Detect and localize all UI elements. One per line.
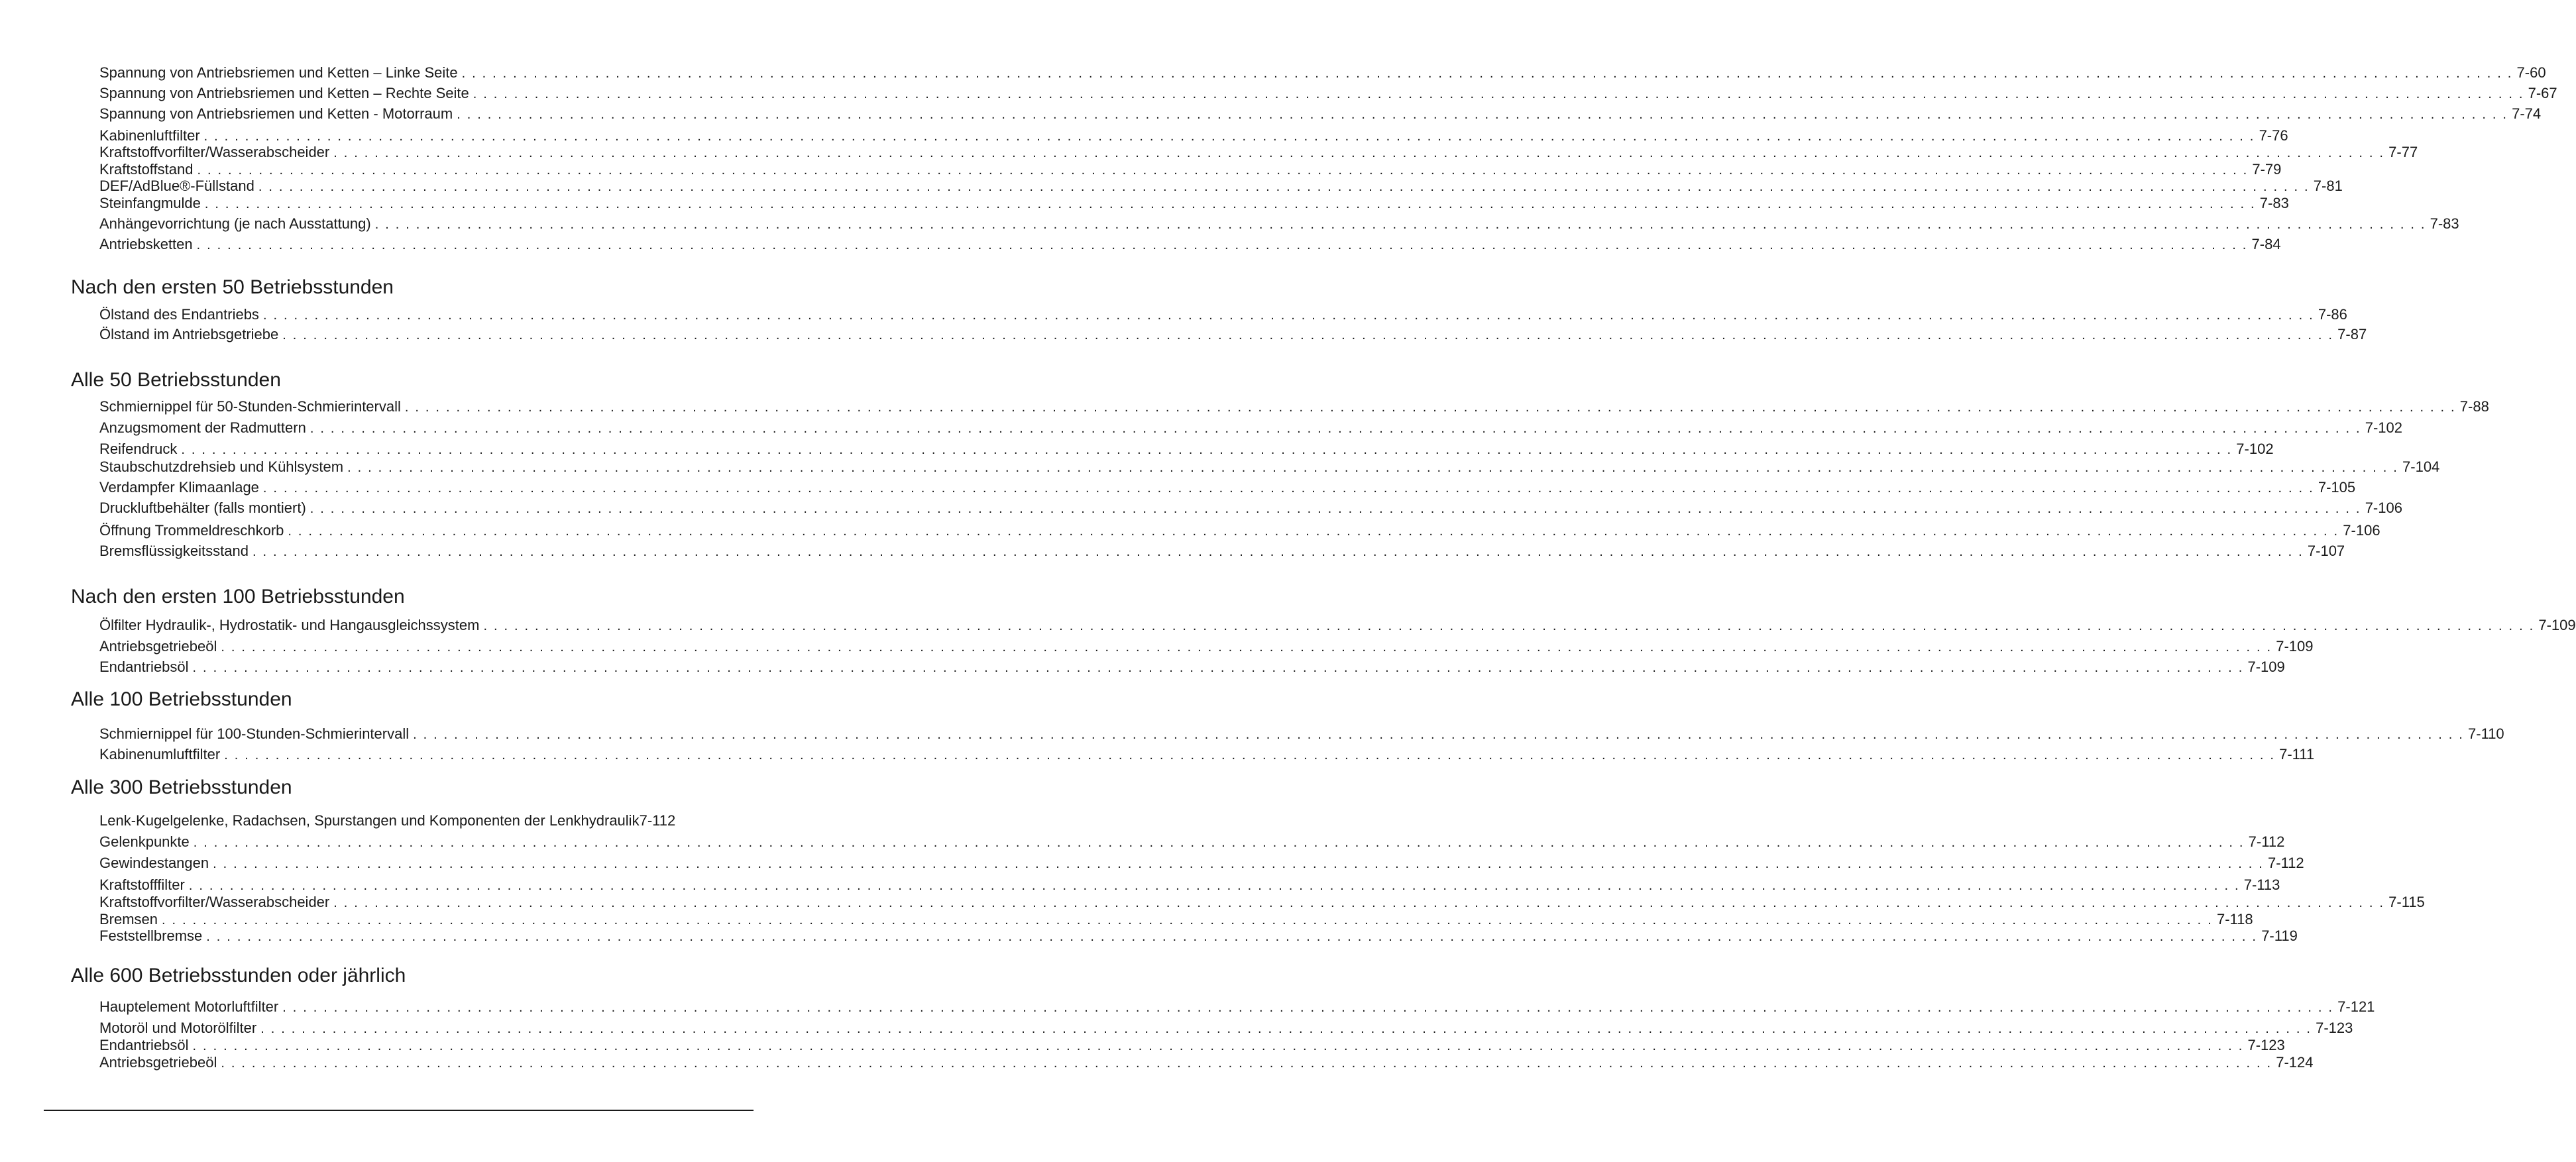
toc-entry-page: 7-111: [2279, 746, 2315, 763]
toc-entry-title: Bremsflüssigkeitsstand: [99, 543, 249, 559]
toc-entry[interactable]: [99, 638, 2314, 656]
toc-entry-title: Bremsen: [99, 911, 158, 927]
toc-entry-page: 7-86: [2318, 306, 2347, 323]
footer-rule: [44, 1110, 754, 1111]
toc-entry-title: Endantriebsöl: [99, 659, 189, 675]
toc-entry[interactable]: [99, 215, 2459, 233]
toc-entry-title: Lenk-Kugelgelenke, Radachsen, Spurstangen und Komponenten der Lenkhydraulik: [99, 812, 640, 829]
toc-entry-title: Schmiernippel für 100-Stunden-Schmierintervall: [99, 725, 410, 742]
toc-entry[interactable]: [99, 398, 2489, 416]
toc-entry-page: 7-123: [2247, 1037, 2285, 1053]
toc-entry-title: DEF/AdBlue®-Füllstand: [99, 178, 254, 194]
toc-entry[interactable]: [99, 479, 2356, 497]
dot-leader: . . . . . . . . . . . . . . . . . . . . . . . . . . . . . . . . . . . . . . . . . . . . . . . . . . . . . . . . . . . . . . . . . . . . . . . . . . . . . . . . . . . . . . . . . . . . . . . . . . . . . . . . . . . . . . . . . . . . . . . . . . . . . . . . . . . . . . . . . . . . . . . . . . . . . . . . . . . . . . . . . . . . . . . . . . . . . . . . . . . . . . . . . . . . . . . . . . . . . . . .: [461, 66, 2513, 81]
toc-entry-page: 7-87: [2337, 326, 2367, 343]
dot-leader: . . . . . . . . . . . . . . . . . . . . . . . . . . . . . . . . . . . . . . . . . . . . . . . . . . . . . . . . . . . . . . . . . . . . . . . . . . . . . . . . . . . . . . . . . . . . . . . . . . . . . . . . . . . . . . . . . . . . . . . . . . . . . . . . . . . . . . . . . . . . . . . . . . . . . . . . . . . . . . . . . . . . . . . . . . . . . . . . . . . . . . . . . . . . . . . . . . . . . . . .: [404, 400, 2456, 415]
dot-leader: . . . . . . . . . . . . . . . . . . . . . . . . . . . . . . . . . . . . . . . . . . . . . . . . . . . . . . . . . . . . . . . . . . . . . . . . . . . . . . . . . . . . . . . . . . . . . . . . . . . . . . . . . . . . . . . . . . . . . . . . . . . . . . . . . . . . . . . . . . . . . . . . . . . . . . . . . . . . . . . . . . . . . . . . . . . . . . . . . . . . . . . . . . . . . . . . . . . . . . . .: [221, 1056, 2272, 1071]
toc-entry[interactable]: [99, 543, 2345, 560]
dot-leader: . . . . . . . . . . . . . . . . . . . . . . . . . . . . . . . . . . . . . . . . . . . . . . . . . . . . . . . . . . . . . . . . . . . . . . . . . . . . . . . . . . . . . . . . . . . . . . . . . . . . . . . . . . . . . . . . . . . . . . . . . . . . . . . . . . . . . . . . . . . . . . . . . . . . . . . . . . . . . . . . . . . . . . . . . . . . . . . . . . . . . . . . . . . . . . . . . . . . . . . .: [374, 217, 2426, 232]
dot-leader: . . . . . . . . . . . . . . . . . . . . . . . . . . . . . . . . . . . . . . . . . . . . . . . . . . . . . . . . . . . . . . . . . . . . . . . . . . . . . . . . . . . . . . . . . . . . . . . . . . . . . . . . . . . . . . . . . . . . . . . . . . . . . . . . . . . . . . . . . . . . . . . . . . . . . . . . . . . . . . . . . . . . . . . . . . . . . . . . . . . . . . . . . . . . . . . . . . . . . . . .: [347, 460, 2399, 475]
toc-entry-page: 7-105: [2318, 479, 2356, 496]
toc-entry-page: 7-106: [2365, 500, 2402, 516]
dot-leader: . . . . . . . . . . . . . . . . . . . . . . . . . . . . . . . . . . . . . . . . . . . . . . . . . . . . . . . . . . . . . . . . . . . . . . . . . . . . . . . . . . . . . . . . . . . . . . . . . . . . . . . . . . . . . . . . . . . . . . . . . . . . . . . . . . . . . . . . . . . . . . . . . . . . . . . . . . . . . . . . . . . . . . . . . . . . . . . . . . . . . . . . . . . . . . . . . . . . . . . .: [457, 107, 2508, 122]
dot-leader: . . . . . . . . . . . . . . . . . . . . . . . . . . . . . . . . . . . . . . . . . . . . . . . . . . . . . . . . . . . . . . . . . . . . . . . . . . . . . . . . . . . . . . . . . . . . . . . . . . . . . . . . . . . . . . . . . . . . . . . . . . . . . . . . . . . . . . . . . . . . . . . . . . . . . . . . . . . . . . . . . . . . . . . . . . . . . . . . . . . . . . . . . . . . . . . . . . . . . . . .: [213, 857, 2265, 871]
toc-entry-page: 7-76: [2259, 127, 2288, 144]
dot-leader: . . . . . . . . . . . . . . . . . . . . . . . . . . . . . . . . . . . . . . . . . . . . . . . . . . . . . . . . . . . . . . . . . . . . . . . . . . . . . . . . . . . . . . . . . . . . . . . . . . . . . . . . . . . . . . . . . . . . . . . . . . . . . . . . . . . . . . . . . . . . . . . . . . . . . . . . . . . . . . . . . . . . . . . . . . . . . . . . . . . . . . . . . . . . . . . . . . . . . . . .: [192, 660, 2244, 675]
toc-entry[interactable]: [99, 1020, 2353, 1037]
toc-entry-title: Endantriebsöl: [99, 1037, 189, 1053]
dot-leader: . . . . . . . . . . . . . . . . . . . . . . . . . . . . . . . . . . . . . . . . . . . . . . . . . . . . . . . . . . . . . . . . . . . . . . . . . . . . . . . . . . . . . . . . . . . . . . . . . . . . . . . . . . . . . . . . . . . . . . . . . . . . . . . . . . . . . . . . . . . . . . . . . . . . . . . . . . . . . . . . . . . . . . . . . . . . . . . . . . . . . . . . . . . . . . . . . . . . . . . .: [258, 180, 2310, 194]
toc-entry-title: Ölfilter Hydraulik-, Hydrostatik- und Hangausgleichssystem: [99, 617, 480, 633]
toc-entry[interactable]: [99, 419, 2403, 437]
section-heading: Nach den ersten 100 Betriebsstunden: [71, 586, 405, 607]
toc-entry-title: Anhängevorrichtung (je nach Ausstattung): [99, 215, 371, 232]
toc-entry-title: Spannung von Antriebsriemen und Ketten – Linke Seite: [99, 64, 458, 81]
toc-entry-page: 7-124: [2276, 1054, 2314, 1071]
toc-entry-title: Motoröl und Motorölfilter: [99, 1020, 257, 1036]
dot-leader: . . . . . . . . . . . . . . . . . . . . . . . . . . . . . . . . . . . . . . . . . . . . . . . . . . . . . . . . . . . . . . . . . . . . . . . . . . . . . . . . . . . . . . . . . . . . . . . . . . . . . . . . . . . . . . . . . . . . . . . . . . . . . . . . . . . . . . . . . . . . . . . . . . . . . . . . . . . . . . . . . . . . . . . . . . . . . . . . . . . . . . . . . . . . . . . . . . . . . . . .: [413, 727, 2465, 742]
toc-entry-title: Anzugsmoment der Radmuttern: [99, 419, 306, 436]
toc-entry-page: 7-83: [2259, 195, 2289, 211]
dot-leader: . . . . . . . . . . . . . . . . . . . . . . . . . . . . . . . . . . . . . . . . . . . . . . . . . . . . . . . . . . . . . . . . . . . . . . . . . . . . . . . . . . . . . . . . . . . . . . . . . . . . . . . . . . . . . . . . . . . . . . . . . . . . . . . . . . . . . . . . . . . . . . . . . . . . . . . . . . . . . . . . . . . . . . . . . . . . . . . . . . . . . . . . . . . . . . . . . . . . . . . .: [203, 129, 2255, 144]
toc-entry-title: Antriebsketten: [99, 236, 193, 252]
toc-entry-title: Schmiernippel für 50-Stunden-Schmierintervall: [99, 398, 401, 415]
section-heading: Alle 50 Betriebsstunden: [71, 369, 281, 391]
toc-entry-page: 7-102: [2236, 441, 2274, 457]
dot-leader: . . . . . . . . . . . . . . . . . . . . . . . . . . . . . . . . . . . . . . . . . . . . . . . . . . . . . . . . . . . . . . . . . . . . . . . . . . . . . . . . . . . . . . . . . . . . . . . . . . . . . . . . . . . . . . . . . . . . . . . . . . . . . . . . . . . . . . . . . . . . . . . . . . . . . . . . . . . . . . . . . . . . . . . . . . . . . . . . . . . . . . . . . . . . . . . . . . . . . . . .: [288, 524, 2339, 539]
dot-leader: . . . . . . . . . . . . . . . . . . . . . . . . . . . . . . . . . . . . . . . . . . . . . . . . . . . . . . . . . . . . . . . . . . . . . . . . . . . . . . . . . . . . . . . . . . . . . . . . . . . . . . . . . . . . . . . . . . . . . . . . . . . . . . . . . . . . . . . . . . . . . . . . . . . . . . . . . . . . . . . . . . . . . . . . . . . . . . . . . . . . . . . . . . . . . . . . . . . . . . . .: [204, 197, 2256, 211]
toc-entry[interactable]: [99, 195, 2289, 213]
toc-entry-page: 7-112: [2268, 855, 2304, 871]
dot-leader: . . . . . . . . . . . . . . . . . . . . . . . . . . . . . . . . . . . . . . . . . . . . . . . . . . . . . . . . . . . . . . . . . . . . . . . . . . . . . . . . . . . . . . . . . . . . . . . . . . . . . . . . . . . . . . . . . . . . . . . . . . . . . . . . . . . . . . . . . . . . . . . . . . . . . . . . . . . . . . . . . . . . . . . . . . . . . . . . . . . . . . . . . . . . . . . . . . . . . . . .: [262, 308, 2314, 323]
dot-leader: . . . . . . . . . . . . . . . . . . . . . . . . . . . . . . . . . . . . . . . . . . . . . . . . . . . . . . . . . . . . . . . . . . . . . . . . . . . . . . . . . . . . . . . . . . . . . . . . . . . . . . . . . . . . . . . . . . . . . . . . . . . . . . . . . . . . . . . . . . . . . . . . . . . . . . . . . . . . . . . . . . . . . . . . . . . . . . . . . . . . . . . . . . . . . . . . . . . . . . . .: [333, 896, 2385, 910]
dot-leader: . . . . . . . . . . . . . . . . . . . . . . . . . . . . . . . . . . . . . . . . . . . . . . . . . . . . . . . . . . . . . . . . . . . . . . . . . . . . . . . . . . . . . . . . . . . . . . . . . . . . . . . . . . . . . . . . . . . . . . . . . . . . . . . . . . . . . . . . . . . . . . . . . . . . . . . . . . . . . . . . . . . . . . . . . . . . . . . . . . . . . . . . . . . . . . . . . . . . . . . .: [206, 929, 2258, 944]
toc-entry-title: Steinfangmulde: [99, 195, 201, 211]
dot-leader: . . . . . . . . . . . . . . . . . . . . . . . . . . . . . . . . . . . . . . . . . . . . . . . . . . . . . . . . . . . . . . . . . . . . . . . . . . . . . . . . . . . . . . . . . . . . . . . . . . . . . . . . . . . . . . . . . . . . . . . . . . . . . . . . . . . . . . . . . . . . . . . . . . . . . . . . . . . . . . . . . . . . . . . . . . . . . . . . . . . . . . . . . . . . . . . . . . . . . . . .: [473, 87, 2524, 101]
toc-entry[interactable]: [99, 144, 2418, 162]
dot-leader: . . . . . . . . . . . . . . . . . . . . . . . . . . . . . . . . . . . . . . . . . . . . . . . . . . . . . . . . . . . . . . . . . . . . . . . . . . . . . . . . . . . . . . . . . . . . . . . . . . . . . . . . . . . . . . . . . . . . . . . . . . . . . . . . . . . . . . . . . . . . . . . . . . . . . . . . . . . . . . . . . . . . . . . . . . . . . . . . . . . . . . . . . . . . . . . . . . . . . . . .: [196, 238, 2248, 252]
toc-entry[interactable]: [99, 725, 2504, 743]
toc-entry[interactable]: [99, 927, 2298, 945]
toc-entry-title: Kabinenluftfilter: [99, 127, 200, 144]
toc-entry[interactable]: [99, 659, 2285, 676]
toc-entry-page: 7-123: [2316, 1020, 2353, 1036]
toc-entry-page: 7-109: [2538, 617, 2576, 633]
toc-entry-title: Feststellbremse: [99, 927, 203, 944]
toc-entry-page: 7-60: [2516, 64, 2546, 81]
toc-entry-page: 7-83: [2430, 215, 2459, 232]
toc-entry-title: Antriebsgetriebeöl: [99, 638, 217, 655]
section-heading: Alle 300 Betriebsstunden: [71, 776, 292, 798]
toc-entry-page: 7-119: [2261, 927, 2298, 944]
dot-leader: . . . . . . . . . . . . . . . . . . . . . . . . . . . . . . . . . . . . . . . . . . . . . . . . . . . . . . . . . . . . . . . . . . . . . . . . . . . . . . . . . . . . . . . . . . . . . . . . . . . . . . . . . . . . . . . . . . . . . . . . . . . . . . . . . . . . . . . . . . . . . . . . . . . . . . . . . . . . . . . . . . . . . . . . . . . . . . . . . . . . . . . . . . . . . . . . . . . . . . . .: [181, 443, 2233, 457]
section-heading: Nach den ersten 50 Betriebsstunden: [71, 276, 394, 298]
toc-entry[interactable]: [99, 812, 754, 830]
toc-entry-page: 7-77: [2388, 144, 2418, 160]
toc-entry-page: 7-81: [2313, 178, 2343, 194]
toc-entry-title: Druckluftbehälter (falls montiert): [99, 500, 306, 516]
toc-entry-page: 7-112: [639, 812, 676, 829]
dot-leader: . . . . . . . . . . . . . . . . . . . . . . . . . . . . . . . . . . . . . . . . . . . . . . . . . . . . . . . . . . . . . . . . . . . . . . . . . . . . . . . . . . . . . . . . . . . . . . . . . . . . . . . . . . . . . . . . . . . . . . . . . . . . . . . . . . . . . . . . . . . . . . . . . . . . . . . . . . . . . . . . . . . . . . . . . . . . . . . . . . . . . . . . . . . . . . . . . . . . . . . .: [282, 328, 2334, 343]
toc-entry[interactable]: [99, 236, 2281, 254]
toc-entry-page: 7-84: [2251, 236, 2281, 252]
toc-entry-page: 7-74: [2512, 105, 2542, 122]
dot-leader: . . . . . . . . . . . . . . . . . . . . . . . . . . . . . . . . . . . . . . . . . . . . . . . . . . . . . . . . . . . . . . . . . . . . . . . . . . . . . . . . . . . . . . . . . . . . . . . . . . . . . . . . . . . . . . . . . . . . . . . . . . . . . . . . . . . . . . . . . . . . . . . . . . . . . . . . . . . . . . . . . . . . . . . . . . . . . . . . . . . . . . . . . . . . . . . . . . . . . . . .: [197, 163, 2249, 178]
toc-entry[interactable]: [99, 105, 2542, 123]
dot-leader: . . . . . . . . . . . . . . . . . . . . . . . . . . . . . . . . . . . . . . . . . . . . . . . . . . . . . . . . . . . . . . . . . . . . . . . . . . . . . . . . . . . . . . . . . . . . . . . . . . . . . . . . . . . . . . . . . . . . . . . . . . . . . . . . . . . . . . . . . . . . . . . . . . . . . . . . . . . . . . . . . . . . . . . . . . . . . . . . . . . . . . . . . . . . . . . . . . . . . . . .: [282, 1000, 2334, 1015]
dot-leader: . . . . . . . . . . . . . . . . . . . . . . . . . . . . . . . . . . . . . . . . . . . . . . . . . . . . . . . . . . . . . . . . . . . . . . . . . . . . . . . . . . . . . . . . . . . . . . . . . . . . . . . . . . . . . . . . . . . . . . . . . . . . . . . . . . . . . . . . . . . . . . . . . . . . . . . . . . . . . . . . . . . . . . . . . . . . . . . . . . . . . . . . . . . . . . . . . . . . . . . .: [192, 1039, 2244, 1053]
toc-entry-title: Ölstand im Antriebsgetriebe: [99, 326, 279, 343]
toc-entry[interactable]: [99, 500, 2402, 517]
toc-entry-title: Spannung von Antriebsriemen und Ketten - Motorraum: [99, 105, 453, 122]
toc-entry[interactable]: [99, 441, 2274, 458]
toc-entry-title: Öffnung Trommeldreschkorb: [99, 522, 284, 539]
toc-entry[interactable]: [99, 64, 2546, 82]
dot-leader: . . . . . . . . . . . . . . . . . . . . . . . . . . . . . . . . . . . . . . . . . . . . . . . . . . . . . . . . . . . . . . . . . . . . . . . . . . . . . . . . . . . . . . . . . . . . . . . . . . . . . . . . . . . . . . . . . . . . . . . . . . . . . . . . . . . . . . . . . . . . . . . . . . . . . . . . . . . . . . . . . . . . . . . . . . . . . . . . . . . . . . . . . . . . . . . . . . . . . . . .: [252, 545, 2304, 559]
dot-leader: . . . . . . . . . . . . . . . . . . . . . . . . . . . . . . . . . . . . . . . . . . . . . . . . . . . . . . . . . . . . . . . . . . . . . . . . . . . . . . . . . . . . . . . . . . . . . . . . . . . . . . . . . . . . . . . . . . . . . . . . . . . . . . . . . . . . . . . . . . . . . . . . . . . . . . . . . . . . . . . . . . . . . . . . . . . . . . . . . . . . . . . . . . . . . . . . . . . . . . . .: [224, 748, 2276, 763]
dot-leader: . . . . . . . . . . . . . . . . . . . . . . . . . . . . . . . . . . . . . . . . . . . . . . . . . . . . . . . . . . . . . . . . . . . . . . . . . . . . . . . . . . . . . . . . . . . . . . . . . . . . . . . . . . . . . . . . . . . . . . . . . . . . . . . . . . . . . . . . . . . . . . . . . . . . . . . . . . . . . . . . . . . . . . . . . . . . . . . . . . . . . . . . . . . . . . . . . . . . . . . .: [162, 913, 2213, 927]
toc-entry[interactable]: [99, 855, 2304, 872]
toc-entry[interactable]: [99, 161, 2282, 179]
toc-entry-page: 7-112: [2248, 833, 2285, 850]
dot-leader: . . . . . . . . . . . . . . . . . . . . . . . . . . . . . . . . . . . . . . . . . . . . . . . . . . . . . . . . . . . . . . . . . . . . . . . . . . . . . . . . . . . . . . . . . . . . . . . . . . . . . . . . . . . . . . . . . . . . . . . . . . . . . . . . . . . . . . . . . . . . . . . . . . . . . . . . . . . . . . . . . . . . . . . . . . . . . . . . . . . . . . . . . . . . . . . . . . . . . . . .: [221, 640, 2272, 655]
toc-entry-title: Verdampfer Klimaanlage: [99, 479, 259, 496]
toc-entry[interactable]: [99, 746, 2315, 764]
dot-leader: . . . . . . . . . . . . . . . . . . . . . . . . . . . . . . . . . . . . . . . . . . . . . . . . . . . . . . . . . . . . . . . . . . . . . . . . . . . . . . . . . . . . . . . . . . . . . . . . . . . . . . . . . . . . . . . . . . . . . . . . . . . . . . . . . . . . . . . . . . . . . . . . . . . . . . . . . . . . . . . . . . . . . . . . . . . . . . . . . . . . . . . . . . . . . . . . . . . . . . . .: [193, 835, 2245, 850]
toc-entry-title: Kabinenumluftfilter: [99, 746, 221, 763]
toc-entry[interactable]: [99, 306, 2347, 324]
toc-entry-title: Gelenkpunkte: [99, 833, 190, 850]
toc-entry-title: Staubschutzdrehsieb und Kühlsystem: [99, 458, 344, 475]
dot-leader: . . . . . . . . . . . . . . . . . . . . . . . . . . . . . . . . . . . . . . . . . . . . . . . . . . . . . . . . . . . . . . . . . . . . . . . . . . . . . . . . . . . . . . . . . . . . . . . . . . . . . . . . . . . . . . . . . . . . . . . . . . . . . . . . . . . . . . . . . . . . . . . . . . . . . . . . . . . . . . . . . . . . . . . . . . . . . . . . . . . . . . . . . . . . . . . . . . . . . . . .: [309, 502, 2361, 516]
dot-leader: . . . . . . . . . . . . . . . . . . . . . . . . . . . . . . . . . . . . . . . . . . . . . . . . . . . . . . . . . . . . . . . . . . . . . . . . . . . . . . . . . . . . . . . . . . . . . . . . . . . . . . . . . . . . . . . . . . . . . . . . . . . . . . . . . . . . . . . . . . . . . . . . . . . . . . . . . . . . . . . . . . . . . . . . . . . . . . . . . . . . . . . . . . . . . . . . . . . . . . . .: [262, 481, 2314, 496]
dot-leader: . . . . . . . . . . . . . . . . . . . . . . . . . . . . . . . . . . . . . . . . . . . . . . . . . . . . . . . . . . . . . . . . . . . . . . . . . . . . . . . . . . . . . . . . . . . . . . . . . . . . . . . . . . . . . . . . . . . . . . . . . . . . . . . . . . . . . . . . . . . . . . . . . . . . . . . . . . . . . . . . . . . . . . . . . . . . . . . . . . . . . . . . . . . . . . . . . . . . . . . .: [260, 1022, 2312, 1036]
toc-entry[interactable]: [99, 85, 2557, 103]
toc-entry[interactable]: [99, 876, 2280, 894]
dot-leader: . . . . . . . . . . . . . . . . . . . . . . . . . . . . . . . . . . . . . . . . . . . . . . . . . . . . . . . . . . . . . . . . . . . . . . . . . . . . . . . . . . . . . . . . . . . . . . . . . . . . . . . . . . . . . . . . . . . . . . . . . . . . . . . . . . . . . . . . . . . . . . . . . . . . . . . . . . . . . . . . . . . . . . . . . . . . . . . . . . . . . . . . . . . . . . . . . . . . . . . .: [483, 619, 2535, 633]
toc-entry[interactable]: [99, 833, 2285, 851]
toc-entry[interactable]: [99, 127, 2288, 145]
dot-leader: . . . . . . . . . . . . . . . . . . . . . . . . . . . . . . . . . . . . . . . . . . . . . . . . . . . . . . . . . . . . . . . . . . . . . . . . . . . . . . . . . . . . . . . . . . . . . . . . . . . . . . . . . . . . . . . . . . . . . . . . . . . . . . . . . . . . . . . . . . . . . . . . . . . . . . . . . . . . . . . . . . . . . . . . . . . . . . . . . . . . . . . . . . . . . . . . . . . . . . . .: [188, 878, 2240, 893]
toc-entry-title: Antriebsgetriebeöl: [99, 1054, 217, 1071]
toc-entry-title: Gewindestangen: [99, 855, 209, 871]
toc-entry-page: 7-88: [2459, 398, 2489, 415]
section-heading: Alle 600 Betriebsstunden oder jährlich: [71, 965, 406, 986]
toc-entry-title: Reifendruck: [99, 441, 178, 457]
toc-entry[interactable]: [99, 911, 2253, 929]
toc-entry[interactable]: [99, 998, 2375, 1016]
toc-entry-title: Ölstand des Endantriebs: [99, 306, 259, 323]
toc-entry[interactable]: [99, 326, 2367, 344]
toc-entry[interactable]: [99, 1054, 2314, 1072]
toc-entry[interactable]: [99, 1037, 2285, 1055]
toc-entry-page: 7-110: [2468, 725, 2504, 742]
section-heading: Alle 100 Betriebsstunden: [71, 688, 292, 710]
toc-entry-title: Hauptelement Motorluftfilter: [99, 998, 279, 1015]
dot-leader: . . . . . . . . . . . . . . . . . . . . . . . . . . . . . . . . . . . . . . . . . . . . . . . . . . . . . . . . . . . . . . . . . . . . . . . . . . . . . . . . . . . . . . . . . . . . . . . . . . . . . . . . . . . . . . . . . . . . . . . . . . . . . . . . . . . . . . . . . . . . . . . . . . . . . . . . . . . . . . . . . . . . . . . . . . . . . . . . . . . . . . . . . . . . . . . . . . . . . . . .: [333, 146, 2385, 160]
toc-entry-page: 7-104: [2402, 458, 2440, 475]
toc-entry-page: 7-79: [2252, 161, 2282, 178]
toc-entry-page: 7-67: [2528, 85, 2557, 101]
toc-entry-page: 7-118: [2216, 911, 2253, 927]
toc-entry-page: 7-109: [2276, 638, 2314, 655]
toc-entry[interactable]: [99, 617, 2576, 635]
toc-entry-page: 7-121: [2337, 998, 2375, 1015]
toc-entry-page: 7-107: [2307, 543, 2345, 559]
toc-entry-page: 7-109: [2247, 659, 2285, 675]
toc-entry[interactable]: [99, 522, 2380, 540]
dot-leader: . . . . . . . . . . . . . . . . . . . . . . . . . . . . . . . . . . . . . . . . . . . . . . . . . . . . . . . . . . . . . . . . . . . . . . . . . . . . . . . . . . . . . . . . . . . . . . . . . . . . . . . . . . . . . . . . . . . . . . . . . . . . . . . . . . . . . . . . . . . . . . . . . . . . . . . . . . . . . . . . . . . . . . . . . . . . . . . . . . . . . . . . . . . . . . . . . . . . . . . .: [309, 421, 2361, 436]
toc-entry-title: Kraftstoffvorfilter/Wasserabscheider: [99, 894, 330, 910]
toc-entry-page: 7-102: [2365, 419, 2403, 436]
toc-entry-title: Kraftstofffilter: [99, 876, 185, 893]
toc-entry-title: Kraftstoffvorfilter/Wasserabscheider: [99, 144, 330, 160]
toc-entry[interactable]: [99, 178, 2343, 195]
toc-entry-page: 7-106: [2343, 522, 2380, 539]
toc-entry-title: Spannung von Antriebsriemen und Ketten – Rechte Seite: [99, 85, 469, 101]
toc-entry-title: Kraftstoffstand: [99, 161, 194, 178]
toc-entry-page: 7-115: [2388, 894, 2425, 910]
toc-entry-page: 7-113: [2243, 876, 2280, 893]
toc-entry[interactable]: [99, 894, 2425, 912]
toc-entry[interactable]: [99, 458, 2440, 476]
